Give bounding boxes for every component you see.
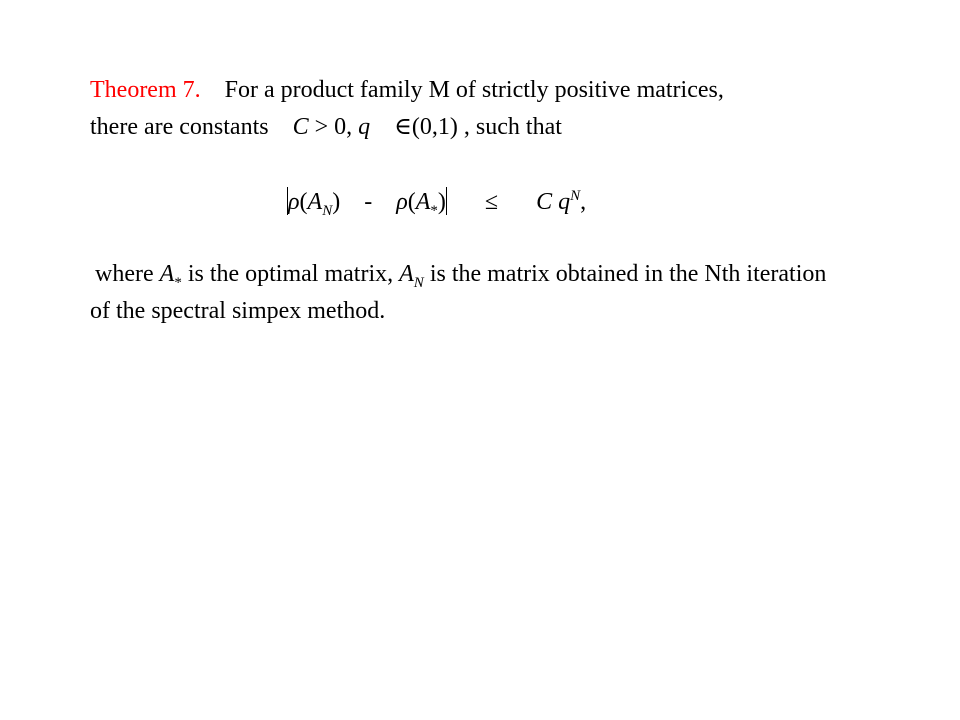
minus-sign: - xyxy=(364,189,373,215)
matrix-a-n: A xyxy=(307,189,323,215)
greater-than-zero: > 0, xyxy=(314,114,353,140)
explanation-a-n: A xyxy=(399,261,414,287)
explanation-optimal: is the optimal matrix, xyxy=(187,261,394,287)
theorem-line-2 xyxy=(90,113,562,141)
rho-symbol-2: ρ xyxy=(396,189,408,215)
formula-comma: , xyxy=(580,189,587,215)
constant-c: C xyxy=(292,114,309,140)
explanation-line-1 xyxy=(95,260,827,291)
subscript-star: * xyxy=(430,202,438,219)
theorem-label: Theorem 7. xyxy=(90,77,201,103)
subscript-n: N xyxy=(322,202,333,219)
explanation-a-star: A xyxy=(159,261,175,287)
formula-c: C xyxy=(536,189,553,215)
rho-symbol: ρ xyxy=(288,189,300,215)
theorem-statement-prefix: there are constants xyxy=(90,114,269,140)
explanation-subscript-n: N xyxy=(413,274,424,291)
theorem-line-1 xyxy=(90,76,724,104)
theorem-statement-suffix: , such that xyxy=(463,114,562,140)
explanation-line-2 xyxy=(90,297,385,325)
formula-q: q xyxy=(558,189,571,215)
constant-q: q xyxy=(358,114,371,140)
display-formula: $\rho(A_N) - \rho(A_*) \le C$ $q^N$, xyxy=(288,188,587,219)
explanation-subscript-star: * xyxy=(174,274,182,291)
superscript-n: N xyxy=(570,188,581,204)
explanation-matrix-obtained: is the matrix obtained in the Nth iteration xyxy=(429,261,827,287)
matrix-a-star: A xyxy=(415,189,431,215)
explanation-method: of the spectral simpex method. xyxy=(90,298,386,324)
abs-bar-right xyxy=(446,187,447,215)
where-word: where xyxy=(95,261,154,287)
theorem-statement-line1: For a product family M of strictly positive matrices, xyxy=(224,77,724,103)
leq-sign: ≤ xyxy=(484,189,499,215)
interval: ∈(0,1) xyxy=(394,114,458,140)
